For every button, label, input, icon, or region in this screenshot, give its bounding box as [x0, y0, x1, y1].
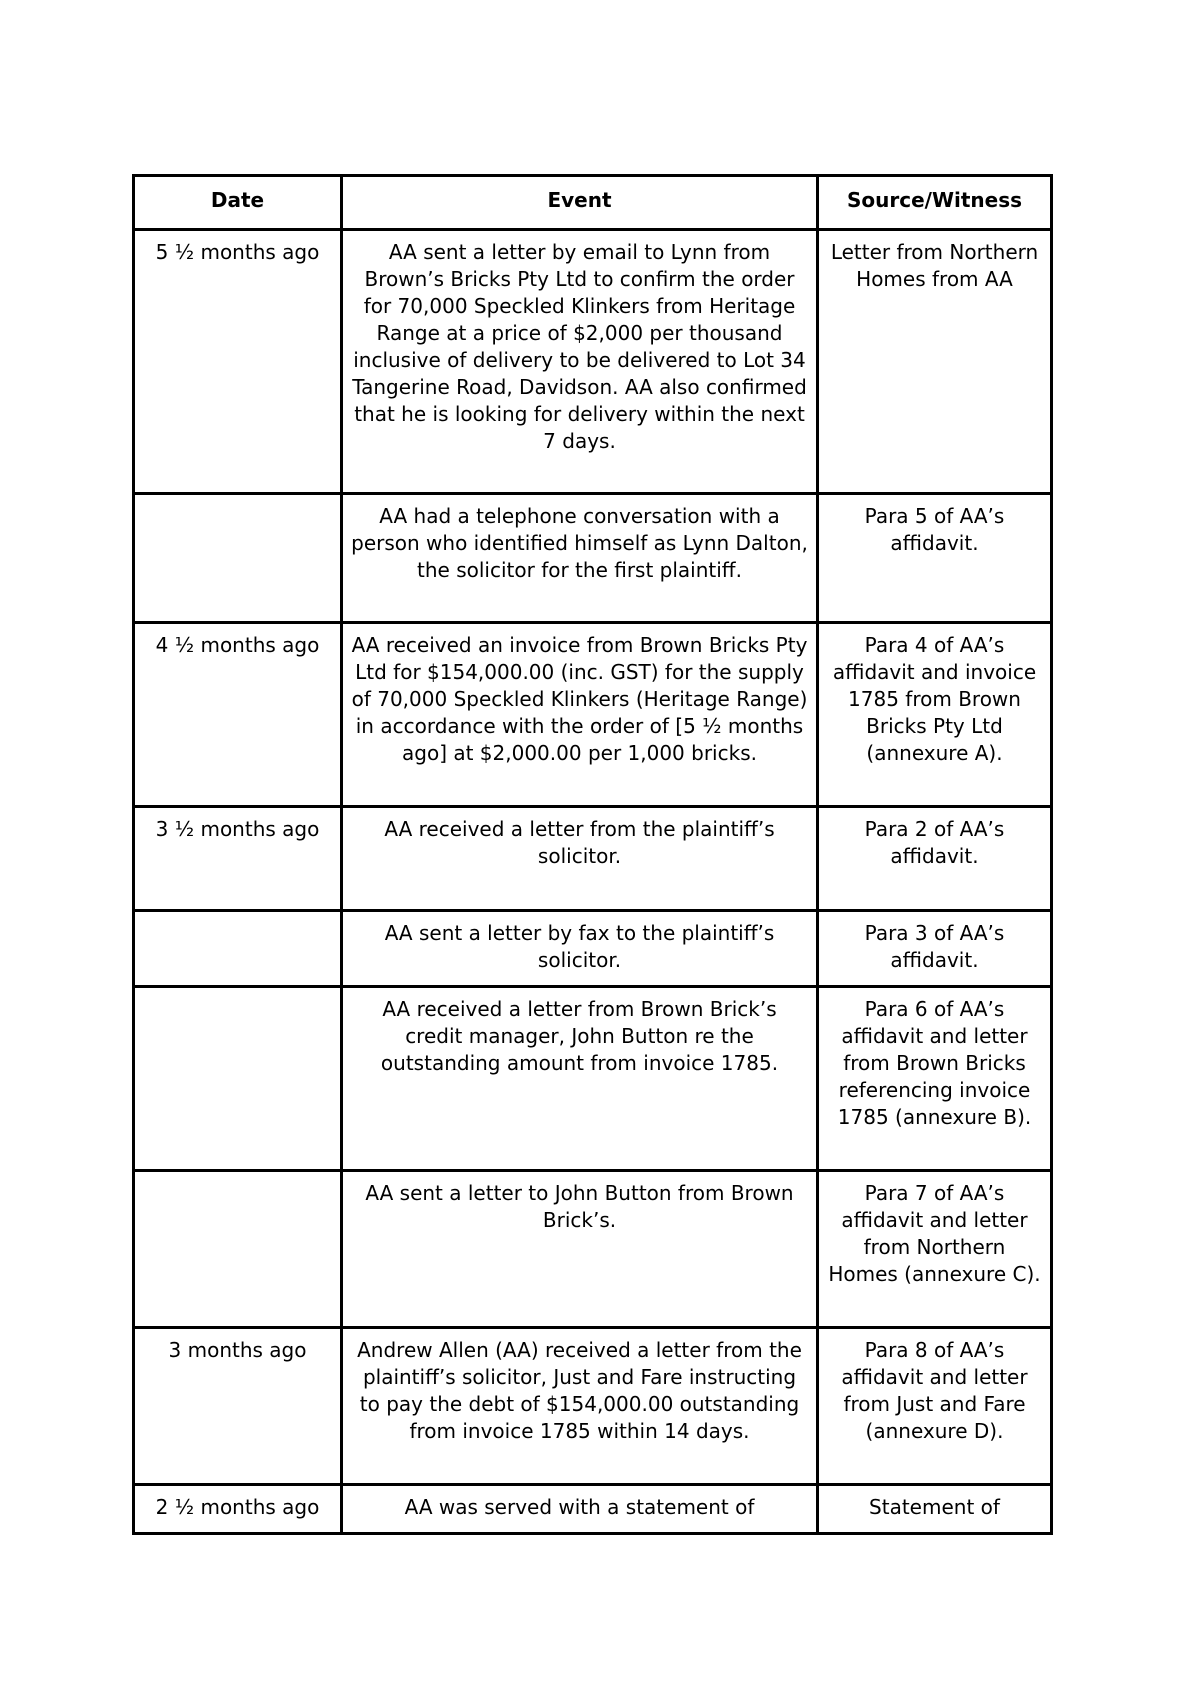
- table-row: [134, 494, 1052, 623]
- row-source: Para 8 of AA’s affidavit and letter from Just and Fare (annexure D).: [818, 1328, 1052, 1485]
- row-event: AA had a telephone conversation with a person who identified himself as Lynn Dalton, the solicitor for the first plaintiff.: [342, 494, 818, 623]
- table-row: [134, 1171, 1052, 1328]
- header-event: Event: [342, 176, 818, 230]
- row-date: [134, 911, 342, 987]
- header-source-witness: Source/Witness: [818, 176, 1052, 230]
- row-event: AA received a letter from the plaintiff’s solicitor.: [342, 807, 818, 911]
- row-event: Andrew Allen (AA) received a letter from the plaintiff’s solicitor, Just and Fare instructing to pay the debt of $154,000.00 outstanding from invoice 1785 within 14 days.: [342, 1328, 818, 1485]
- row-source: Statement of: [818, 1485, 1052, 1534]
- row-date: [134, 1171, 342, 1328]
- row-event: AA sent a letter by email to Lynn from Brown’s Bricks Pty Ltd to confirm the order for 70,000 Speckled Klinkers from Heritage Range at a price of $2,000 per thousand inclusive of delivery to be delivered to Lot 34 Tangerine Road, Davidson. AA also confirmed that he is looking for delivery within the next 7 days.: [342, 230, 818, 494]
- row-date: 2 ½ months ago: [134, 1485, 342, 1534]
- row-event: AA received a letter from Brown Brick’s credit manager, John Button re the outstanding amount from invoice 1785.: [342, 987, 818, 1171]
- row-source: Para 4 of AA’s affidavit and invoice 1785 from Brown Bricks Pty Ltd (annexure A).: [818, 623, 1052, 807]
- table-row: [134, 911, 1052, 987]
- row-source: Para 7 of AA’s affidavit and letter from Northern Homes (annexure C).: [818, 1171, 1052, 1328]
- timeline-table: [132, 174, 1053, 1535]
- row-event: AA sent a letter to John Button from Brown Brick’s.: [342, 1171, 818, 1328]
- row-source: Letter from Northern Homes from AA: [818, 230, 1052, 494]
- row-source: Para 6 of AA’s affidavit and letter from Brown Bricks referencing invoice 1785 (annexure B).: [818, 987, 1052, 1171]
- table-row: [134, 987, 1052, 1171]
- row-date: [134, 494, 342, 623]
- header-date: Date: [134, 176, 342, 230]
- row-source: Para 5 of AA’s affidavit.: [818, 494, 1052, 623]
- table-header-row: [134, 176, 1052, 230]
- row-date: 4 ½ months ago: [134, 623, 342, 807]
- row-source: Para 2 of AA’s affidavit.: [818, 807, 1052, 911]
- table-row: [134, 230, 1052, 494]
- table-row: [134, 1328, 1052, 1485]
- row-event: AA was served with a statement of: [342, 1485, 818, 1534]
- table-row: [134, 807, 1052, 911]
- table-row: [134, 1485, 1052, 1534]
- row-source: Para 3 of AA’s affidavit.: [818, 911, 1052, 987]
- row-date: 5 ½ months ago: [134, 230, 342, 494]
- row-date: [134, 987, 342, 1171]
- row-event: AA received an invoice from Brown Bricks Pty Ltd for $154,000.00 (inc. GST) for the supply of 70,000 Speckled Klinkers (Heritage Range) in accordance with the order of [5 ½ months ago] at $2,000.00 per 1,000 bricks.: [342, 623, 818, 807]
- table-row: [134, 623, 1052, 807]
- row-event: AA sent a letter by fax to the plaintiff’s solicitor.: [342, 911, 818, 987]
- row-date: 3 ½ months ago: [134, 807, 342, 911]
- row-date: 3 months ago: [134, 1328, 342, 1485]
